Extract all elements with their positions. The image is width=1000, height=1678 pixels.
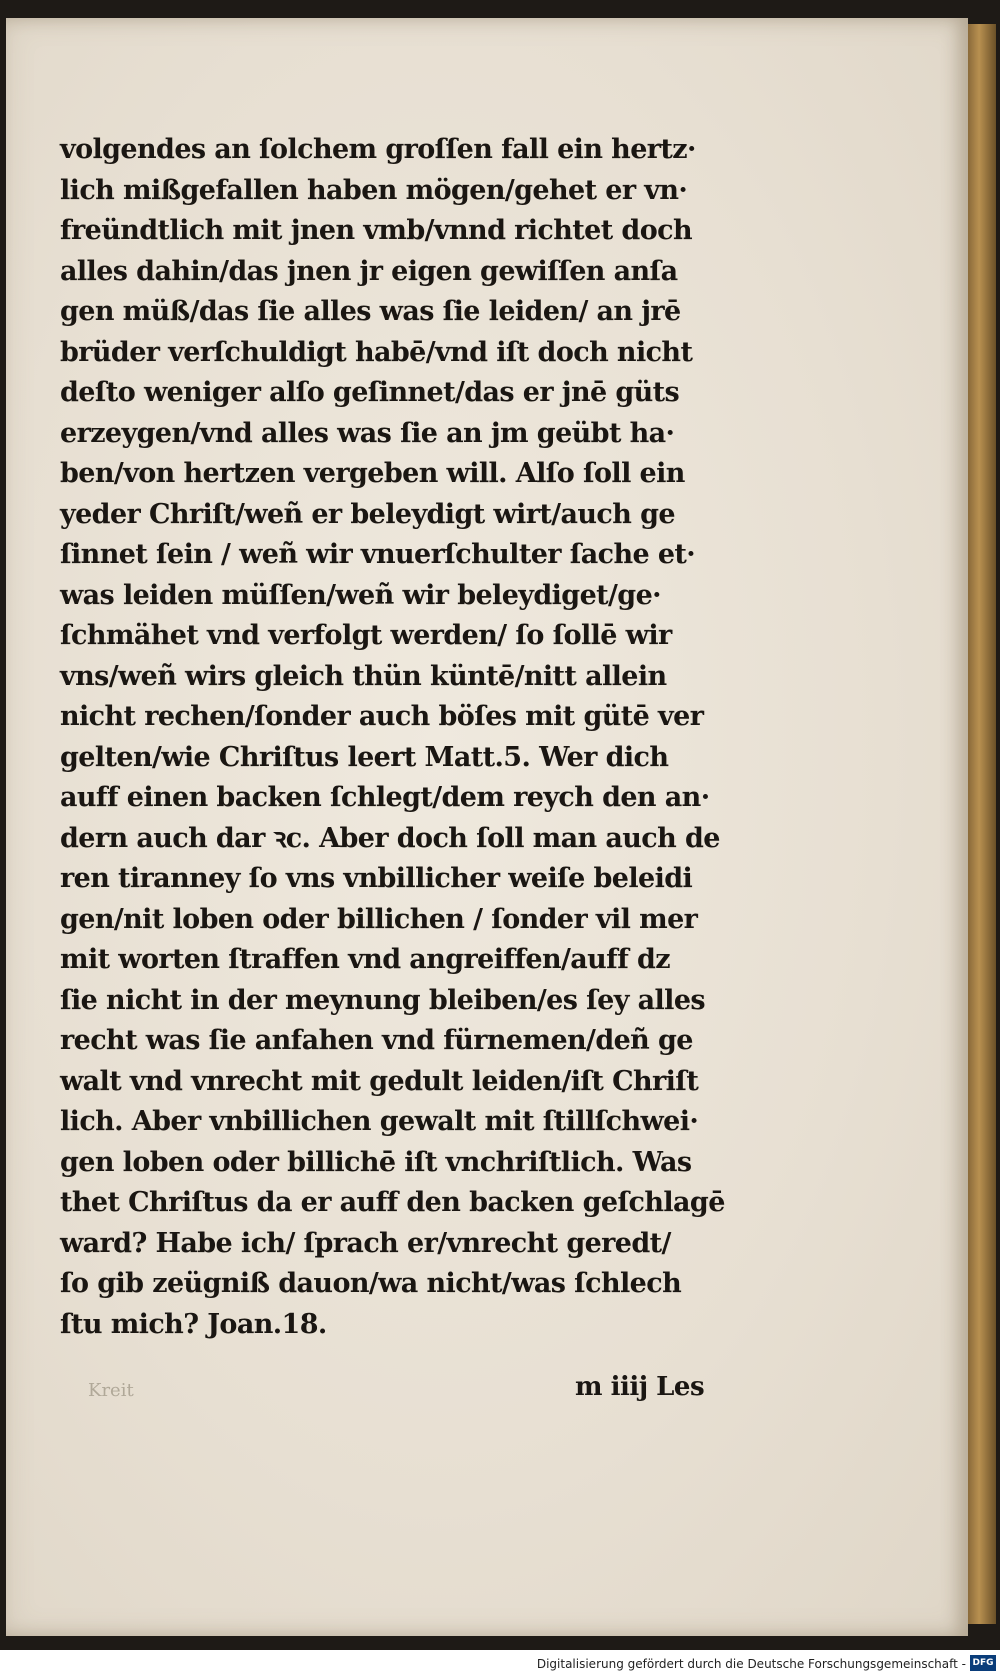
text-line: nicht rechen/ſonder auch böſes mit gütē ver xyxy=(60,701,704,732)
text-line: mit worten ſtraffen vnd angreiffen/auff dz xyxy=(60,944,671,975)
text-line: thet Chriſtus da er auff den backen geſchlagē xyxy=(60,1187,725,1218)
text-line: ſo gib zeügniß dauon/wa nicht/was ſchlech xyxy=(60,1268,682,1299)
text-line: ſie nicht in der meynung bleiben/es ſey alles xyxy=(60,984,706,1016)
text-line: ſinnet ſein / weñ wir vnuerſchulter ſache et· xyxy=(60,539,696,570)
text-line: vns/weñ wirs gleich thün küntē/nitt allein xyxy=(60,660,667,692)
text-line: dern auch dar ꝛc. Aber doch ſoll man auch de xyxy=(60,822,720,854)
text-line: brüder verſchuldigt habē/vnd iſt doch nicht xyxy=(60,336,693,368)
text-line: auff einen backen ſchlegt/dem reych den an· xyxy=(60,782,710,813)
text-line: lich mißgefallen haben mögen/gehet er vn· xyxy=(60,174,688,206)
text-line: ren tiranney ſo vns vnbillicher weiſe beleidi xyxy=(60,863,693,894)
signature-catchwords: m iiij Les xyxy=(575,1372,705,1402)
text-line: deſto weniger alſo geſinnet/das er jnē güts xyxy=(60,377,680,408)
text-line: ward? Habe ich/ ſprach er/vnrecht geredt/ xyxy=(60,1227,671,1259)
text-line: gen loben oder billichē iſt vnchriſtlich. Was xyxy=(60,1146,692,1178)
text-line: ſchmähet vnd verfolgt werden/ ſo ſollē wir xyxy=(60,620,672,651)
text-line: gen müß/das ſie alles was ſie leiden/ an jrē xyxy=(60,296,681,327)
text-line: walt vnd vnrecht mit gedult leiden/iſt Chriſt xyxy=(60,1065,699,1097)
text-line: ſtu mich? Joan.18. xyxy=(60,1308,327,1340)
page-text xyxy=(60,130,820,1345)
text-line: gen/nit loben oder billichen / ſonder vil mer xyxy=(60,903,698,935)
text-line: alles dahin/das jnen jr eigen gewiſſen anſa xyxy=(60,255,678,287)
text-line: lich. Aber vnbillichen gewalt mit ſtillſchwei· xyxy=(60,1106,699,1137)
dfg-logo: DFG xyxy=(970,1655,996,1671)
text-line: recht was ſie anfahen vnd fürnemen/deñ ge xyxy=(60,1025,693,1056)
funding-credit: Digitalisierung gefördert durch die Deutsche Forschungsgemeinschaft - xyxy=(536,1657,966,1671)
faded-stamp: Kreit xyxy=(88,1380,134,1401)
book-edge xyxy=(968,24,996,1624)
text-line: yeder Chriſt/weñ er beleydigt wirt/auch ge xyxy=(60,498,675,530)
text-line: gelten/wie Chriſtus leert Matt.5. Wer dich xyxy=(60,741,669,773)
text-line: erzeygen/vnd alles was ſie an jm geübt ha· xyxy=(60,417,675,449)
text-line: volgendes an ſolchem groſſen fall ein hertz· xyxy=(60,134,696,165)
text-line: freündtlich mit jnen vmb/vnnd richtet doch xyxy=(60,215,692,246)
text-line: ben/von hertzen vergeben will. Alſo ſoll ein xyxy=(60,458,685,489)
text-line: was leiden müſſen/weñ wir beleydiget/ge· xyxy=(60,579,661,611)
